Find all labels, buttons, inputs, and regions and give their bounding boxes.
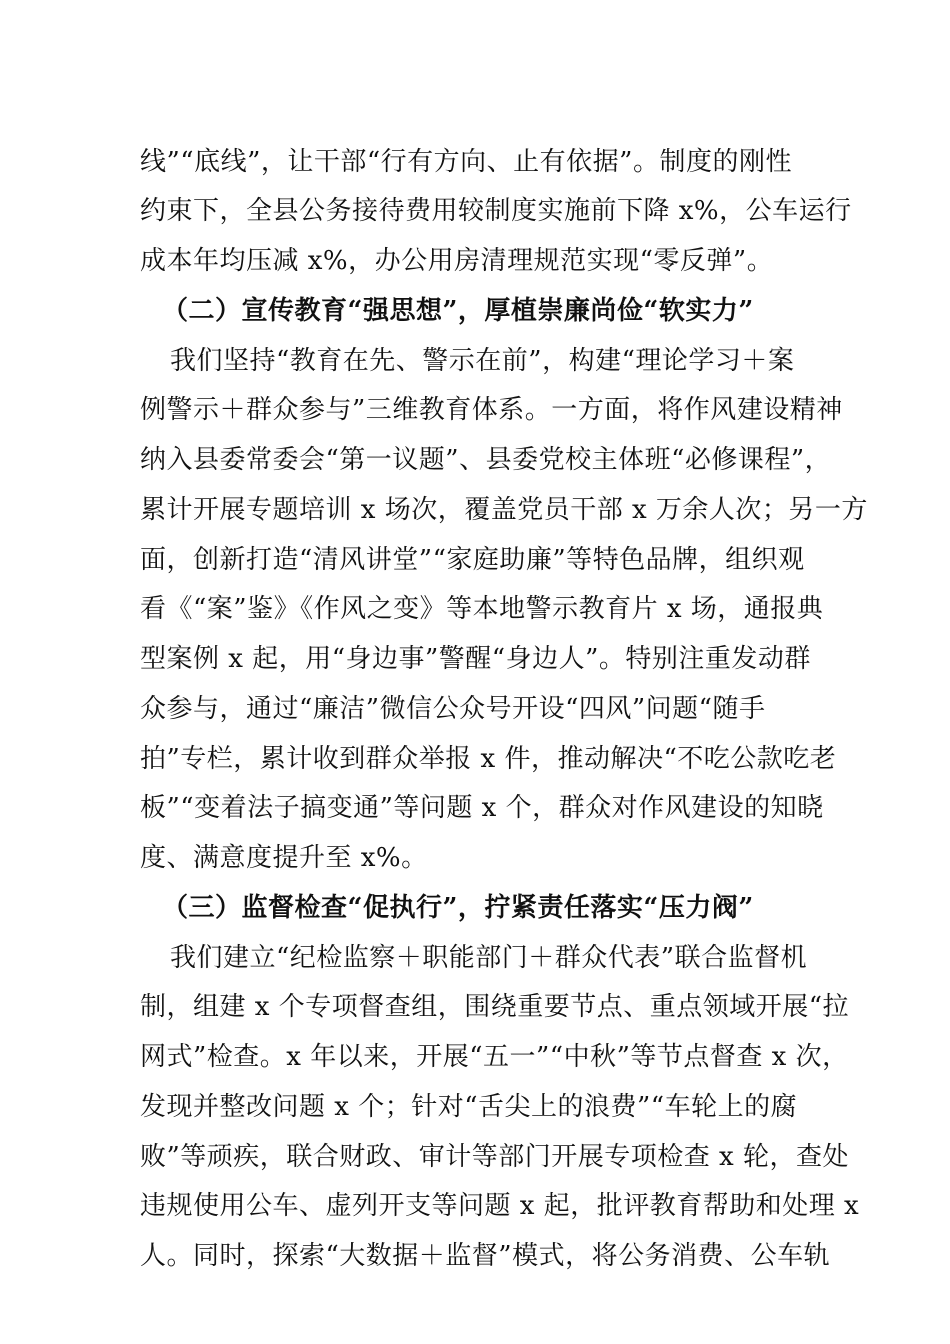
text-line: 违规使用公车、虚列开支等问题 x 起，批评教育帮助和处理 x	[140, 1191, 860, 1221]
text-line: 发现并整改问题 x 个；针对“舌尖上的浪费”“车轮上的腐	[140, 1092, 798, 1122]
text-line: 成本年均压减 x%，办公用房清理规范实现“零反弹”。	[140, 246, 774, 276]
text-line: 我们建立“纪检监察＋职能部门＋群众代表”联合监督机	[170, 943, 808, 973]
text-line: 制，组建 x 个专项督查组，围绕重要节点、重点领域开展“拉	[140, 992, 849, 1022]
text-line: 拍”专栏，累计收到群众举报 x 件，推动解决“不吃公款吃老	[140, 744, 837, 774]
section-heading: （二）宣传教育“强思想”，厚植崇廉尚俭“软实力”	[162, 296, 754, 326]
text-line: 例警示＋群众参与”三维教育体系。一方面，将作风建设精神	[140, 395, 843, 425]
text-line: 累计开展专题培训 x 场次，覆盖党员干部 x 万余人次；另一方	[140, 495, 868, 525]
text-line: 我们坚持“教育在先、警示在前”，构建“理论学习＋案	[170, 346, 795, 376]
text-line: 败”等顽疾，联合财政、审计等部门开展专项检查 x 轮，查处	[140, 1142, 849, 1172]
text-line: 型案例 x 起，用“身边事”警醒“身边人”。特别注重发动群	[140, 644, 811, 674]
text-line: 看《“案”鉴》《作风之变》等本地警示教育片 x 场，通报典	[140, 594, 824, 624]
text-line: 众参与，通过“廉洁”微信公众号开设“四风”问题“随手	[140, 694, 766, 724]
text-line: 度、满意度提升至 x%。	[140, 843, 428, 873]
text-line: 面，创新打造“清风讲堂”“家庭助廉”等特色品牌，组织观	[140, 545, 805, 575]
text-line: 纳入县委常委会“第一议题”、县委党校主体班“必修课程”，	[140, 445, 832, 475]
text-line: 人。同时，探索“大数据＋监督”模式，将公务消费、公车轨	[140, 1241, 831, 1271]
text-line: 线”“底线”，让干部“行有方向、止有依据”。制度的刚性	[140, 147, 792, 177]
text-line: 网式”检查。x 年以来，开展“五一”“中秋”等节点督查 x 次，	[140, 1042, 849, 1072]
text-line: 约束下，全县公务接待费用较制度实施前下降 x%，公车运行	[140, 196, 852, 226]
section-heading: （三）监督检查“促执行”，拧紧责任落实“压力阀”	[162, 893, 754, 923]
text-line: 板”“变着法子搞变通”等问题 x 个，群众对作风建设的知晓	[140, 793, 824, 823]
